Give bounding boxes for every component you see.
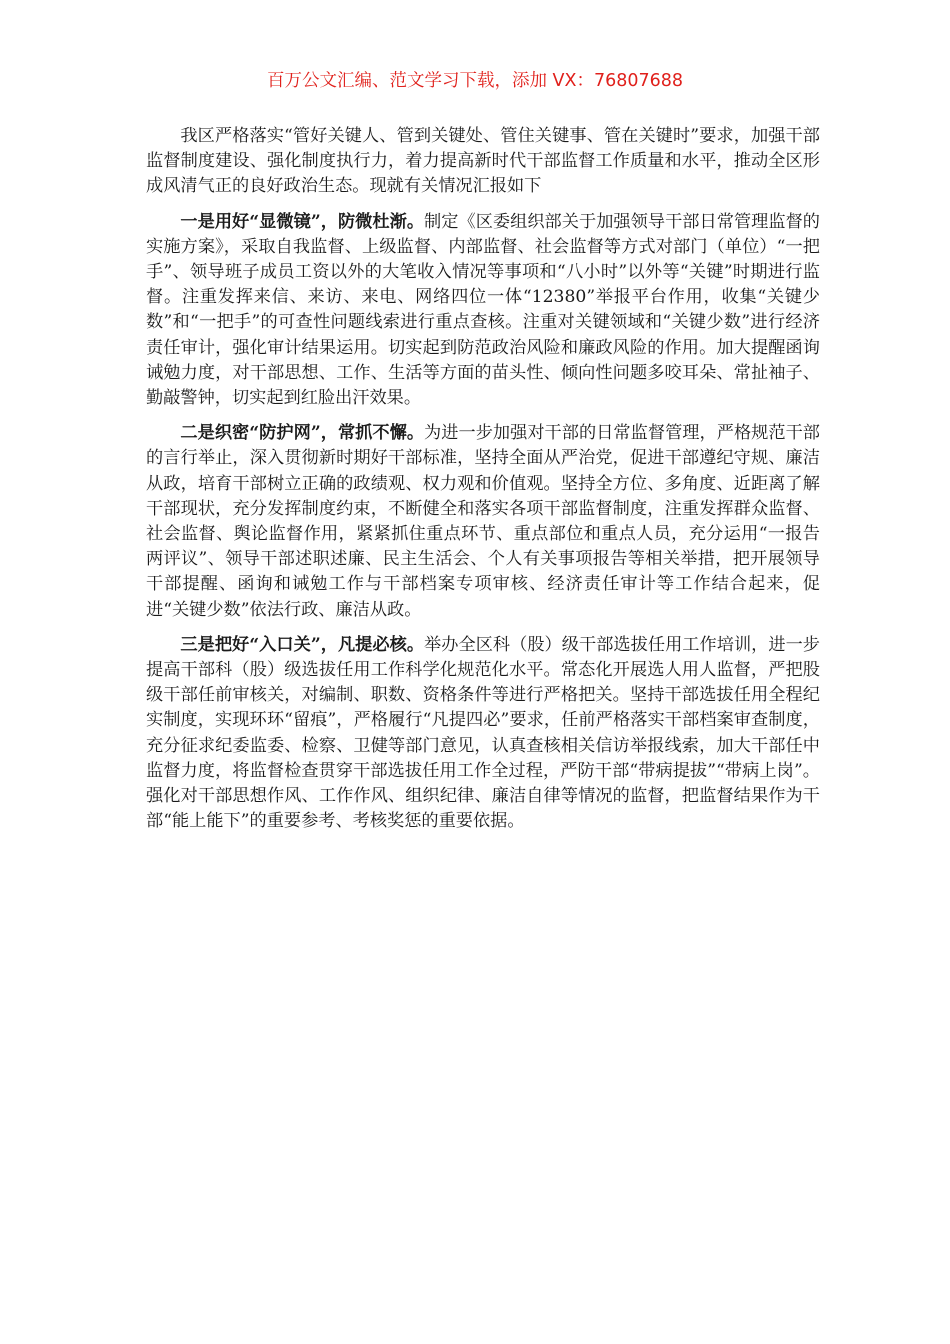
paragraph-lead: 三是把好“入口关”，凡提必核。	[180, 634, 425, 655]
paragraph-lead: 二是织密“防护网”，常抓不懈。	[180, 423, 425, 444]
paragraph-1	[146, 210, 820, 412]
header-banner: 百万公文汇编、范文学习下载，添加 VX：76807688	[266, 71, 684, 91]
paragraph-lead: 一是用好“显微镜”，防微杜渐。	[180, 211, 425, 232]
paragraph-text: 举办全区科（股）级干部选拔任用工作培训，进一步提高干部科（股）级选拔任用工作科学化规范化水平。常态化开展选人用人监督，严把股级干部任前审核关，对编制、职数、资格条件等进行严格把关。坚持干部选拔任用全程纪实制度，实现环环“留痕”，严格履行“凡提四必”要求，任前严格落实干部档案审查制度，充分征求纪委监委、检察、卫健等部门意见，认真查核相关信访举报线索，加大干部任中监督力度，将监督检查贯穿干部选拔任用工作全过程，严防干部“带病提拔”“带病上岗”。强化对干部思想作风、工作作风、组织纪律、廉洁自律等情况的监督，把监督结果作为干部“能上能下”的重要参考、考核奖惩的重要依据。	[146, 634, 820, 832]
paragraph-text: 制定《区委组织部关于加强领导干部日常管理监督的实施方案》，采取自我监督、上级监督、内部监督、社会监督等方式对部门（单位）“一把手”、领导班子成员工资以外的大笔收入情况等事项和“八小时”以外等“关键”时期进行监督。注重发挥来信、来访、来电、网络四位一体“12380”举报平台作用，收集“关键少数”和“一把手”的可查性问题线索进行重点查核。注重对关键领域和“关键少数”进行经济责任审计，强化审计结果运用。切实起到防范政治风险和廉政风险的作用。加大提醒函询诫勉力度，对干部思想、工作、生活等方面的苗头性、倾向性问题多咬耳朵、常扯袖子、勤敲警钟，切实起到红脸出汗效果。	[146, 211, 820, 409]
document-body	[146, 124, 820, 844]
paragraph-3	[146, 633, 820, 835]
paragraph-text: 为进一步加强对干部的日常监督管理，严格规范干部的言行举止，深入贯彻新时期好干部标准，坚持全面从严治党，促进干部遵纪守规、廉洁从政，培育干部树立正确的政绩观、权力观和价值观。坚持全方位、多角度、近距离了解干部现状，充分发挥制度约束，不断健全和落实各项干部监督制度，注重发挥群众监督、社会监督、舆论监督作用，紧紧抓住重点环节、重点部位和重点人员，充分运用“一报告两评议”、领导干部述职述廉、民主生活会、个人有关事项报告等相关举措，把开展领导干部提醒、函询和诫勉工作与干部档案专项审核、经济责任审计等工作结合起来，促进“关键少数”依法行政、廉洁从政。	[146, 423, 820, 620]
paragraph-text: 我区严格落实“管好关键人、管到关键处、管住关键事、管在关键时”要求，加强干部监督制度建设、强化制度执行力，着力提高新时代干部监督工作质量和水平，推动全区形成风清气正的良好政治生态。现就有关情况汇报如下	[146, 126, 820, 197]
intro-paragraph	[146, 124, 820, 200]
paragraph-2	[146, 421, 820, 623]
